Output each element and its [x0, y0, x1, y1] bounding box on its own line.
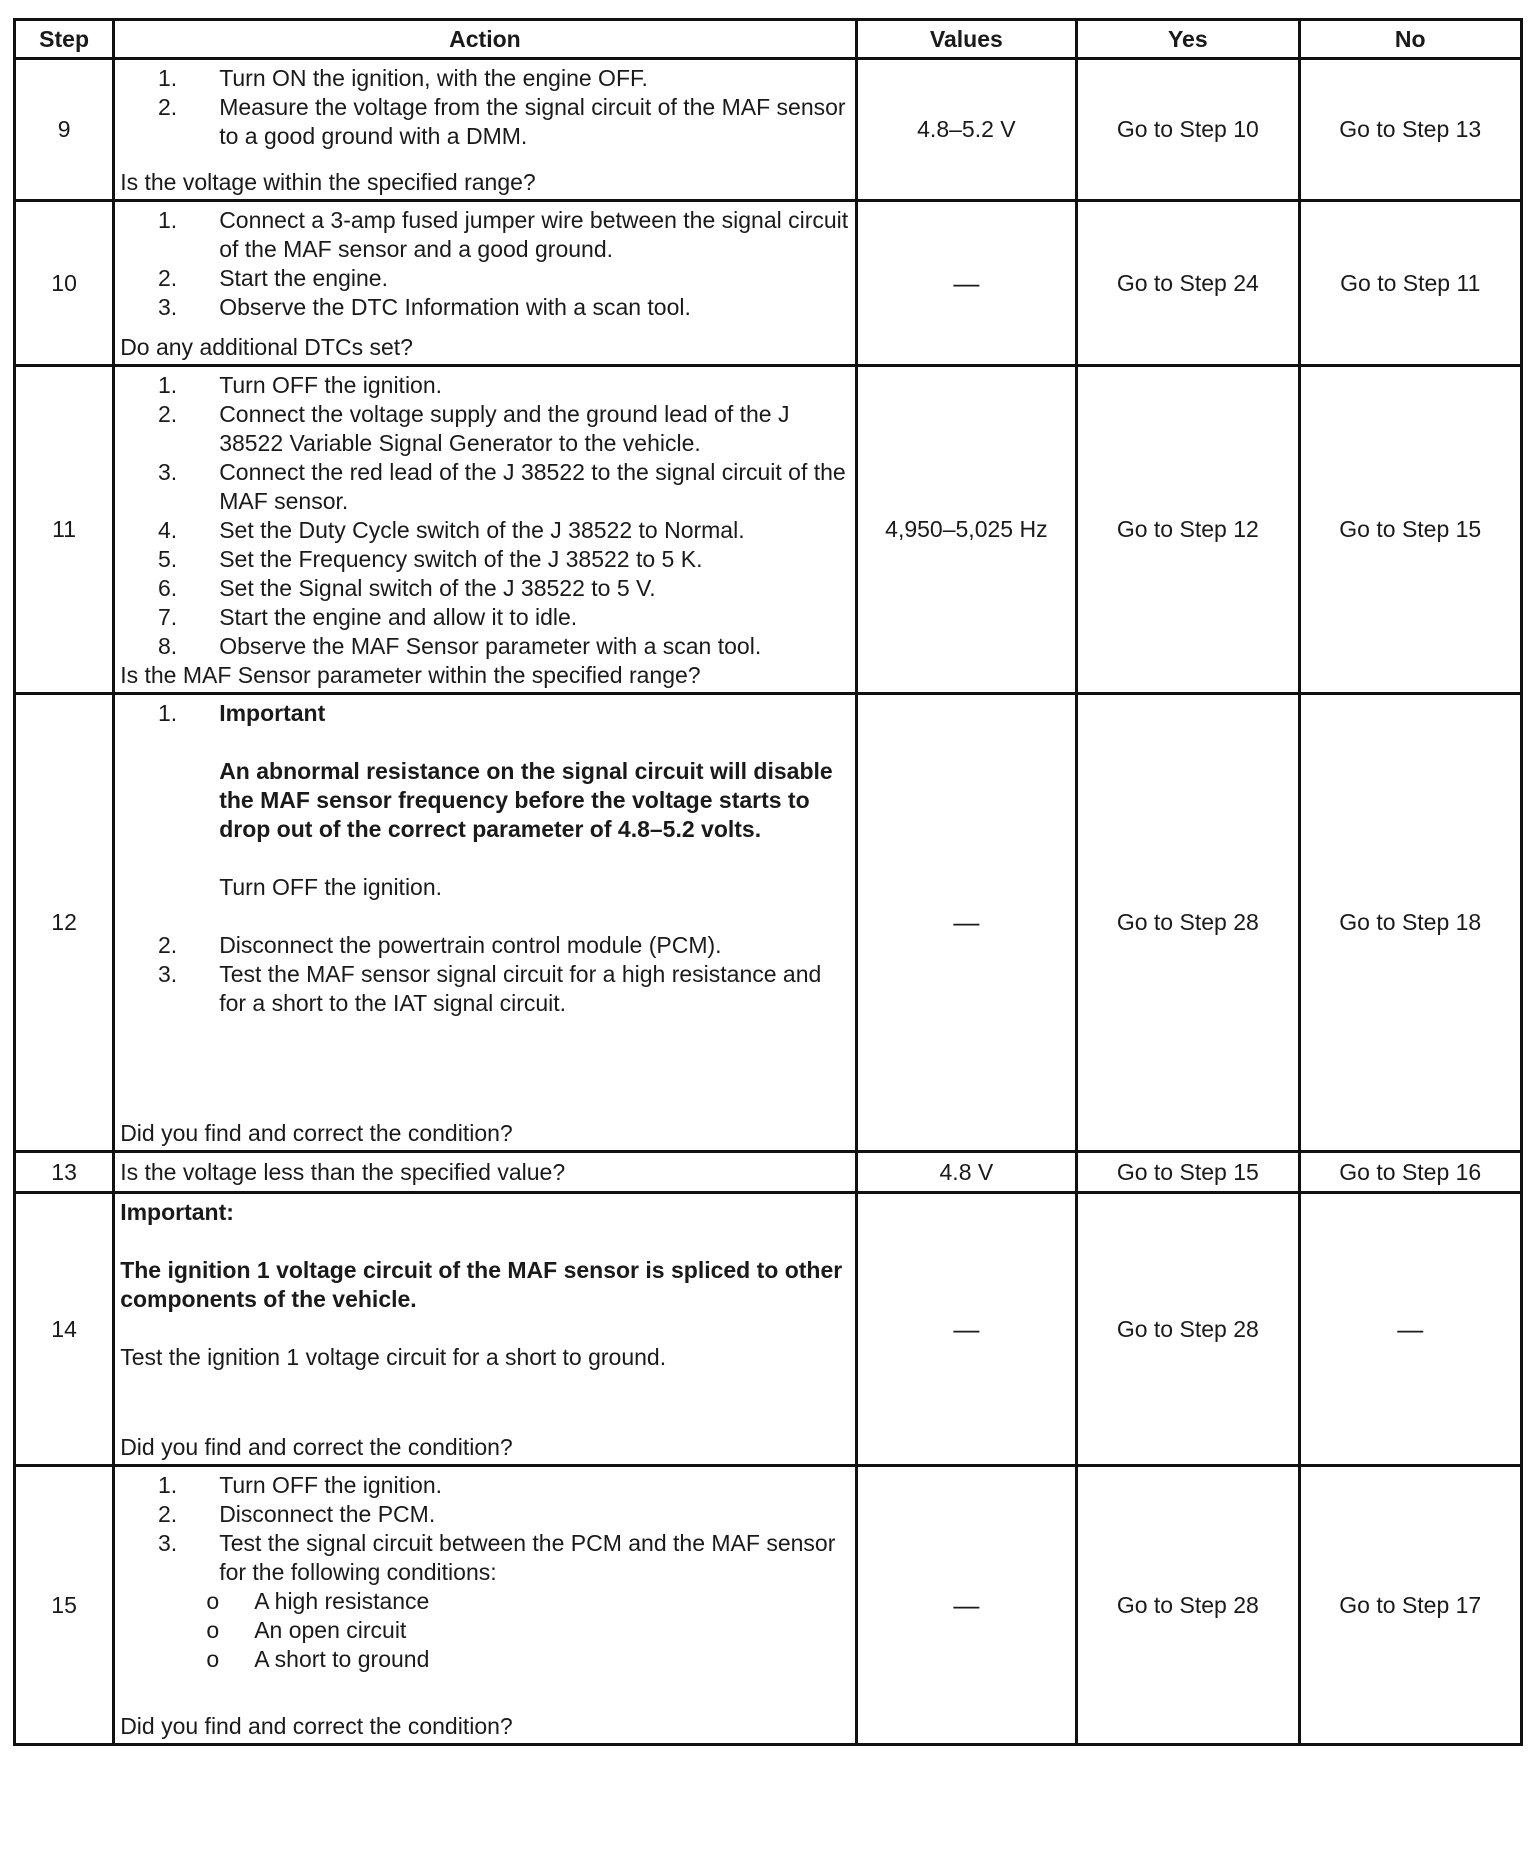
- yes-link[interactable]: Go to Step 28: [1077, 694, 1299, 1152]
- value-cell: 4.8 V: [856, 1152, 1076, 1193]
- yes-link[interactable]: Go to Step 12: [1077, 366, 1299, 694]
- list-item: 1. Connect a 3-amp fused jumper wire between the signal circuit of the MAF sensor and a good ground.: [158, 207, 849, 262]
- no-link[interactable]: Go to Step 13: [1299, 59, 1521, 201]
- list-item: o A short to ground: [206, 1646, 430, 1672]
- question-text: Did you find and correct the condition?: [120, 1434, 513, 1460]
- list-item: 2. Disconnect the powertrain control module (PCM).: [158, 932, 722, 958]
- yes-link[interactable]: Go to Step 28: [1077, 1466, 1299, 1745]
- question-text: Is the MAF Sensor parameter within the specified range?: [120, 662, 701, 688]
- list-item: 2. Disconnect the PCM.: [158, 1501, 436, 1527]
- value-cell: —: [856, 1466, 1076, 1745]
- step-number: 10: [15, 201, 114, 366]
- step-number: 13: [15, 1152, 114, 1193]
- header-row: [15, 20, 1522, 59]
- table-row-step-15: [15, 1466, 1522, 1745]
- list-item: 3. Observe the DTC Information with a scan tool.: [158, 294, 691, 320]
- question-text: Is the voltage less than the specified value?: [120, 1158, 566, 1185]
- value-cell: —: [856, 1193, 1076, 1466]
- no-link[interactable]: Go to Step 18: [1299, 694, 1521, 1152]
- table-row-step-9: [15, 59, 1522, 201]
- table-row-step-14: [15, 1193, 1522, 1466]
- action-cell: [114, 59, 856, 201]
- step-number: 12: [15, 694, 114, 1152]
- action-cell: [114, 201, 856, 366]
- diagnostic-table: [13, 18, 1523, 1746]
- header-step: Step: [15, 20, 114, 59]
- header-no: No: [1299, 20, 1521, 59]
- question-text: Did you find and correct the condition?: [120, 1713, 513, 1739]
- list-item: 2. Start the engine.: [158, 265, 388, 291]
- step-number: 14: [15, 1193, 114, 1466]
- value-cell: 4.8–5.2 V: [856, 59, 1076, 201]
- table-row-step-11: [15, 366, 1522, 694]
- value-cell: —: [856, 201, 1076, 366]
- action-cell: [114, 1193, 856, 1466]
- table-row-step-12: [15, 694, 1522, 1152]
- list-item: 3. Connect the red lead of the J 38522 to the signal circuit of the MAF sensor.: [158, 459, 846, 514]
- important-label: Important: [219, 700, 326, 726]
- list-item: 6. Set the Signal switch of the J 38522 to 5 V.: [158, 575, 656, 601]
- list-item: o A high resistance: [206, 1588, 430, 1614]
- step-number: 11: [15, 366, 114, 694]
- action-cell: [114, 694, 856, 1152]
- important-note: The ignition 1 voltage circuit of the MAF sensor is spliced to other components of the vehicle.: [120, 1257, 843, 1312]
- list-item: 8. Observe the MAF Sensor parameter with a scan tool.: [158, 633, 762, 659]
- step-number: 9: [15, 59, 114, 201]
- step-number: 15: [15, 1466, 114, 1745]
- table-row-step-10: [15, 201, 1522, 366]
- question-text: Do any additional DTCs set?: [120, 334, 413, 360]
- list-item: 2. Connect the voltage supply and the ground lead of the J 38522 Variable Signal Generator to the vehicle.: [158, 401, 790, 456]
- important-label: Important:: [120, 1199, 234, 1225]
- list-item: 1. Important An abnormal resistance on the signal circuit will disable the MAF sensor frequency before the voltage starts to drop out of the correct parameter of 4.8–5.2 volts. Turn OFF the ignition.: [119, 699, 850, 931]
- list-item: 7. Start the engine and allow it to idle.: [158, 604, 578, 630]
- yes-link[interactable]: Go to Step 28: [1077, 1193, 1299, 1466]
- header-yes: Yes: [1077, 20, 1299, 59]
- important-note: An abnormal resistance on the signal circuit will disable the MAF sensor frequency before the voltage starts to drop out of the correct parameter of 4.8–5.2 volts.: [219, 758, 833, 842]
- value-cell: —: [856, 694, 1076, 1152]
- list-item: 3. Test the signal circuit between the PCM and the MAF sensor for the following conditions:: [158, 1530, 836, 1585]
- question-text: Did you find and correct the condition?: [120, 1120, 513, 1146]
- no-link[interactable]: Go to Step 17: [1299, 1466, 1521, 1745]
- list-item: 4. Set the Duty Cycle switch of the J 38522 to Normal.: [158, 517, 745, 543]
- no-value: —: [1299, 1193, 1521, 1466]
- list-item: 1. Turn OFF the ignition.: [158, 372, 443, 398]
- table-row-step-13: [15, 1152, 1522, 1193]
- instruction-text: Turn OFF the ignition.: [219, 874, 443, 900]
- yes-link[interactable]: Go to Step 24: [1077, 201, 1299, 366]
- value-cell: 4,950–5,025 Hz: [856, 366, 1076, 694]
- list-item: 3. Test the MAF sensor signal circuit for a high resistance and for a short to the IAT signal circuit.: [158, 961, 822, 1016]
- list-item: 1. Turn ON the ignition, with the engine OFF.: [158, 65, 648, 91]
- action-cell: [114, 1466, 856, 1745]
- list-item: 1. Turn OFF the ignition.: [158, 1472, 443, 1498]
- yes-link[interactable]: Go to Step 10: [1077, 59, 1299, 201]
- yes-link[interactable]: Go to Step 15: [1077, 1152, 1299, 1193]
- header-values: Values: [856, 20, 1076, 59]
- no-link[interactable]: Go to Step 16: [1299, 1152, 1521, 1193]
- list-item: 5. Set the Frequency switch of the J 38522 to 5 K.: [158, 546, 703, 572]
- list-item: 2. Measure the voltage from the signal circuit of the MAF sensor to a good ground with a DMM.: [158, 94, 846, 149]
- action-cell: [114, 1152, 856, 1193]
- no-link[interactable]: Go to Step 15: [1299, 366, 1521, 694]
- action-cell: [114, 366, 856, 694]
- header-action: Action: [114, 20, 856, 59]
- list-item: o An open circuit: [206, 1617, 407, 1643]
- no-link[interactable]: Go to Step 11: [1299, 201, 1521, 366]
- question-text: Is the voltage within the specified range?: [120, 169, 536, 195]
- instruction-text: Test the ignition 1 voltage circuit for a short to ground.: [120, 1344, 667, 1370]
